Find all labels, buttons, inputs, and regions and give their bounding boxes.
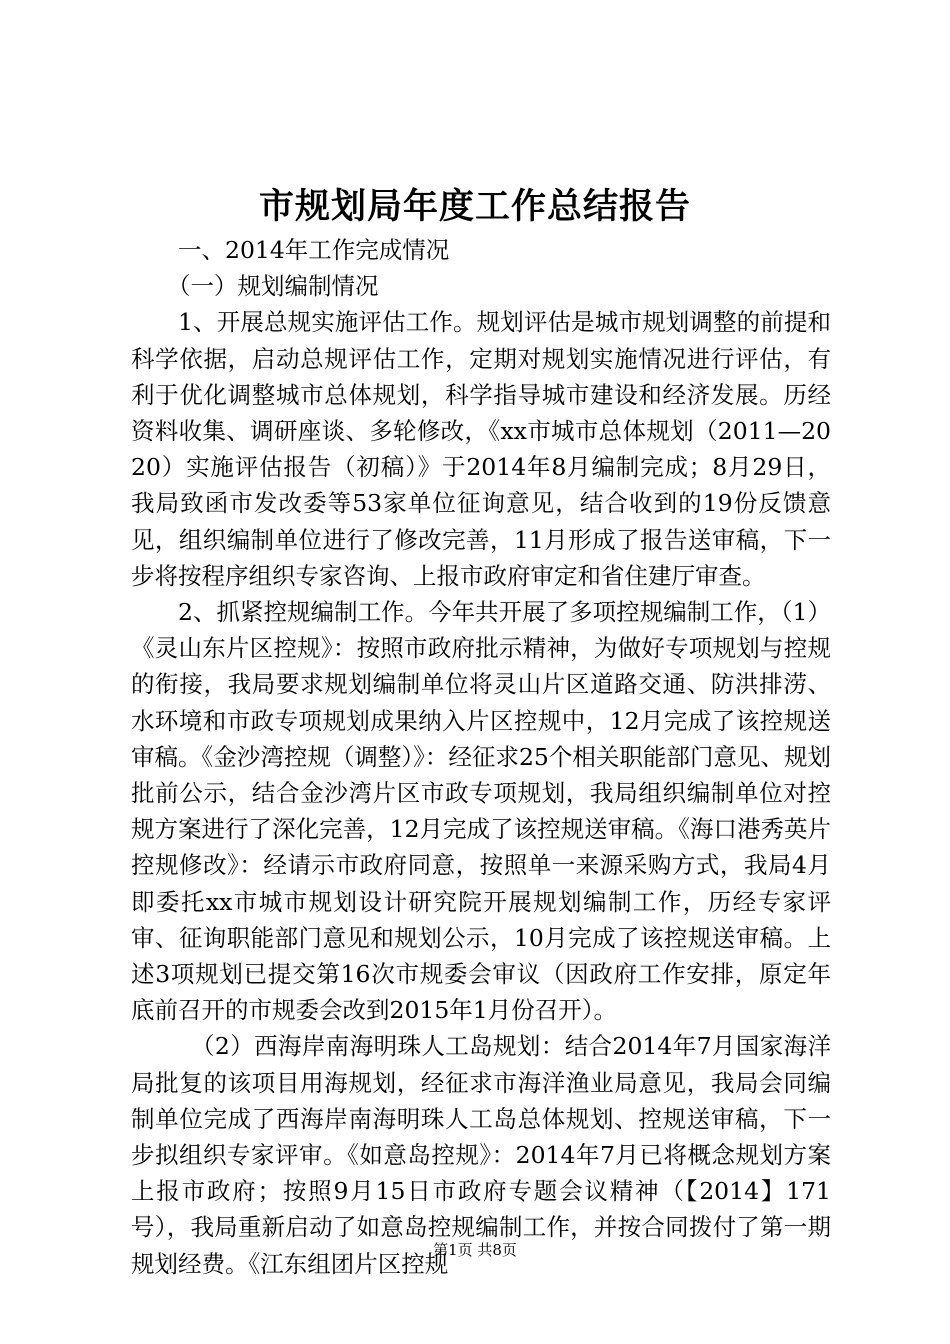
page-footer: 第1页 共8页 bbox=[433, 1241, 517, 1259]
paragraph-2: 2、抓紧控规编制工作。今年共开展了多项控规编制工作，（1）《灵山东片区控规》：按照市政府批示精神，为做好专项规划与控规的衔接，我局要求规划编制单位将灵山片区道路交通、防洪排涝、水环境和市政专项规划成果纳入片区控规中，12月完成了该控规送审稿。《金沙湾控规（调整）》：经征求25个相关职能部门意见、规划批前公示，结合金沙湾片区市政专项规划，我局组织编制单位对控规方案进行了深化完善，12月完成了该控规送审稿。《海口港秀英片控规修改》：经请示市政府同意，按照单一来源采购方式，我局4月即委托xx市城市规划设计研究院开展规划编制工作，历经专家评审、征询职能部门意见和规划公示，10月完成了该控规送审稿。上述3项规划已提交第16次市规委会审议（因政府工作安排，原定年底前召开的市规委会改到2015年1月份召开）。 bbox=[131, 598, 831, 1025]
document-body bbox=[131, 232, 831, 1282]
paragraph-3: （2）西海岸南海明珠人工岛规划：结合2014年7月国家海洋局批复的该项目用海规划，经征求市海洋渔业局意见，我局会同编制单位完成了西海岸南海明珠人工岛总体规划、控规送审稿，下一步拟组织专家评审。《如意岛控规》：2014年7月已将概念规划方案上报市政府；按照9月15日市政府专题会议精神（【2014】171号），我局重新启动了如意岛控规编制工作，并按合同拨付了第一期规划经费。《江东组团片区控规 bbox=[131, 1032, 831, 1278]
section-heading: 一、2014年工作完成情况 bbox=[178, 236, 450, 264]
subsection-heading: （一）规划编制情况 bbox=[167, 272, 379, 301]
document-title: 市规划局年度工作总结报告 bbox=[258, 187, 691, 227]
paragraph-1: 1、开展总规实施评估工作。规划评估是城市规划调整的前提和科学依据，启动总规评估工作，定期对规划实施情况进行评估，有利于优化调整城市总体规划，科学指导城市建设和经济发展。历经资料收集、调研座谈、多轮修改，《xx市城市总体规划（2011—2020）实施评估报告（初稿）》于2014年8月编制完成；8月29日，我局致函市发改委等53家单位征询意见，结合收到的19份反馈意见，组织编制单位进行了修改完善，11月形成了报告送审稿，下一步将按程序组织专家咨询、上报市政府审定和省住建厅审查。 bbox=[131, 308, 831, 590]
